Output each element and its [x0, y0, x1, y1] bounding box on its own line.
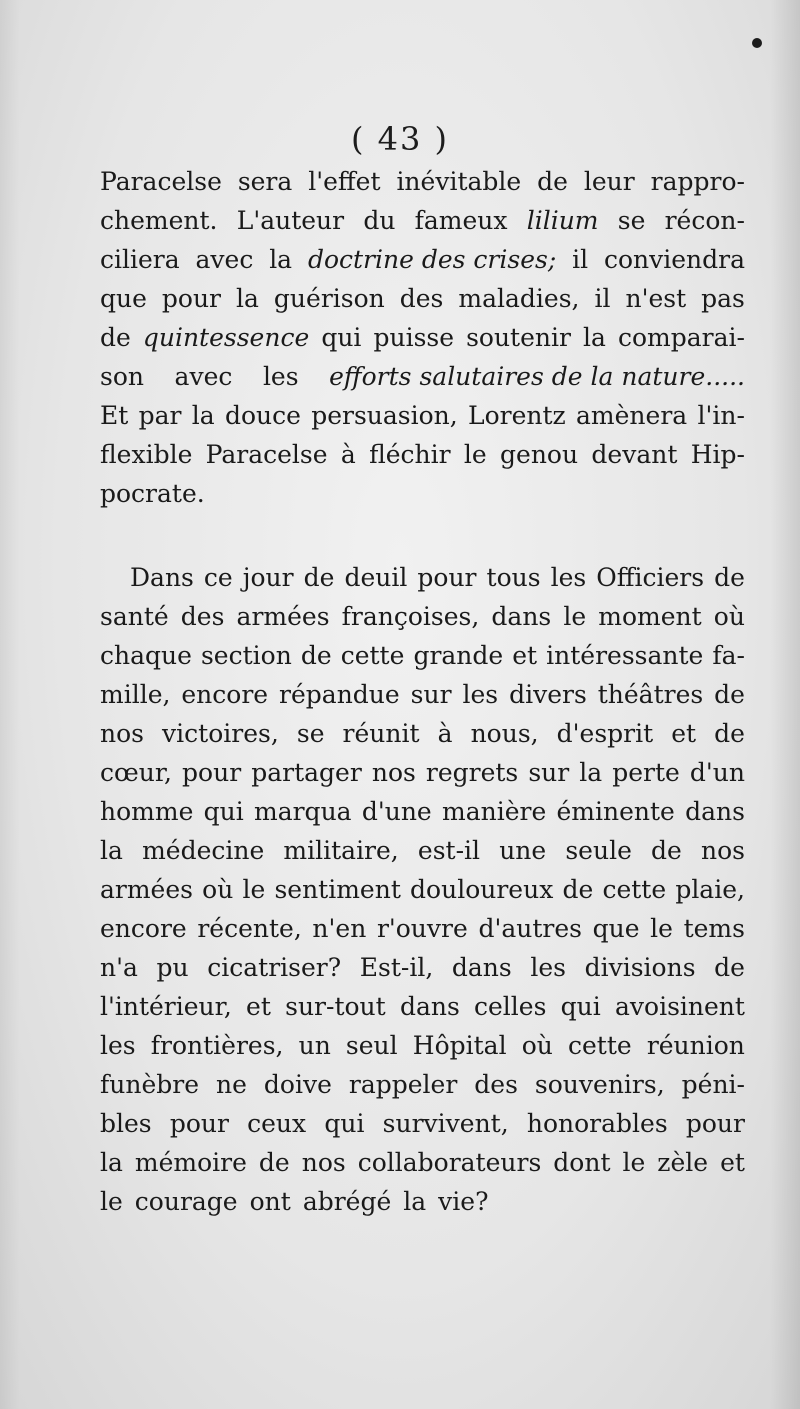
word: survivent,	[382, 1109, 509, 1138]
word: fameux	[414, 206, 508, 235]
text-line	[100, 201, 745, 240]
text-line	[100, 474, 745, 513]
word: efforts salutaires de la nature.....	[329, 362, 745, 391]
text-line	[100, 1026, 745, 1065]
word: dans	[399, 992, 460, 1021]
word: la	[269, 245, 293, 274]
word: de	[537, 167, 568, 196]
word: les	[262, 362, 299, 391]
word: où	[521, 1031, 553, 1060]
text-line	[100, 1182, 745, 1221]
word: se	[296, 719, 325, 748]
paragraph-1	[100, 162, 745, 513]
word: le	[650, 914, 673, 943]
word: le	[622, 1148, 646, 1177]
word: Dans	[130, 563, 194, 592]
word: victoires,	[162, 719, 279, 748]
word: amènera	[576, 401, 688, 430]
word: maladies,	[458, 284, 580, 313]
word: zèle	[657, 1148, 709, 1177]
word: par	[138, 401, 182, 430]
word: à	[437, 719, 453, 748]
word: se	[617, 206, 646, 235]
word: encore	[100, 914, 187, 943]
word: cœur,	[100, 758, 172, 787]
word: Paracelse	[205, 440, 328, 469]
text-line	[100, 714, 745, 753]
word: sentiment	[274, 875, 401, 904]
word: grande	[413, 641, 504, 670]
word: réunit	[342, 719, 420, 748]
word: nos	[371, 758, 416, 787]
word: r'ouvre	[376, 914, 468, 943]
text-line	[100, 636, 745, 675]
text-line	[100, 396, 745, 435]
word: d'esprit	[556, 719, 654, 748]
word: d'autres	[478, 914, 582, 943]
word: nos	[100, 719, 144, 748]
text-line	[100, 1065, 745, 1104]
text-line	[100, 987, 745, 1026]
word: sur	[528, 758, 570, 787]
text-line	[100, 753, 745, 792]
word: n'en	[312, 914, 367, 943]
text-line	[100, 597, 745, 636]
text-line	[100, 948, 745, 987]
word: honorables	[526, 1109, 668, 1138]
word: pas	[701, 284, 745, 313]
word: avec	[174, 362, 233, 391]
word: répandue	[279, 680, 400, 709]
text-line	[100, 1143, 745, 1182]
word: avec	[195, 245, 254, 274]
word: devant	[591, 440, 678, 469]
word: quintessence	[142, 323, 310, 352]
word: où	[202, 875, 234, 904]
word: persuasion,	[311, 401, 458, 430]
word: celles	[474, 992, 547, 1021]
ink-blot	[752, 38, 762, 48]
word: cicatriser?	[207, 953, 342, 982]
word: à	[340, 440, 356, 469]
word: nos	[701, 836, 745, 865]
word: rappeler	[348, 1070, 458, 1099]
word: Et	[100, 401, 129, 430]
word: leur	[583, 167, 635, 196]
word: des	[180, 602, 225, 631]
word: d'un	[689, 758, 745, 787]
word: pu	[156, 953, 189, 982]
word: courage	[134, 1187, 238, 1216]
word: sera	[237, 167, 293, 196]
word: ciliera	[100, 245, 180, 274]
word: armées	[100, 875, 193, 904]
word: le	[563, 602, 587, 631]
word: moment	[598, 602, 702, 631]
word: et	[720, 1148, 745, 1177]
word: le	[242, 875, 266, 904]
word: l'effet	[308, 167, 381, 196]
word: de	[258, 1148, 290, 1177]
word: armées	[236, 602, 330, 631]
word: cette	[340, 641, 405, 670]
word: santé	[100, 602, 169, 631]
word: partager	[251, 758, 362, 787]
word: sur-tout	[285, 992, 386, 1021]
word: marqua	[254, 797, 352, 826]
word: l'in-	[697, 401, 745, 430]
word: les	[530, 953, 566, 982]
word: sur	[410, 680, 452, 709]
word: d'une	[361, 797, 432, 826]
word: dans	[451, 953, 512, 982]
word: douce	[224, 401, 301, 430]
word: la	[100, 836, 123, 865]
word: Est-il,	[359, 953, 434, 982]
page-left-shadow	[0, 0, 20, 1409]
word: de	[562, 875, 594, 904]
word: Lorentz	[468, 401, 566, 430]
word: récon-	[664, 206, 745, 235]
word: de	[714, 563, 745, 592]
word: qui	[321, 323, 362, 352]
word: genou	[500, 440, 579, 469]
word: la	[236, 284, 259, 313]
word: la	[403, 1187, 427, 1216]
word: conviendra	[603, 245, 745, 274]
text-line	[100, 435, 745, 474]
word: une	[499, 836, 547, 865]
word: de	[714, 719, 745, 748]
word: guérison	[273, 284, 385, 313]
word: ceux	[247, 1109, 307, 1138]
word: ce	[203, 563, 233, 592]
word: abrégé	[302, 1187, 392, 1216]
text-line	[100, 357, 745, 396]
word: chement.	[100, 206, 218, 235]
text-line	[100, 792, 745, 831]
word: il	[594, 284, 611, 313]
word: le	[463, 440, 487, 469]
word: intéressante	[546, 641, 704, 670]
word: ne	[216, 1070, 247, 1099]
word: de	[714, 953, 745, 982]
word: et	[671, 719, 697, 748]
word: douloureux	[410, 875, 554, 904]
word: pour	[161, 284, 222, 313]
word: de	[651, 836, 682, 865]
word: du	[363, 206, 396, 235]
word: soutenir	[466, 323, 571, 352]
word: et	[246, 992, 271, 1021]
word: pour	[685, 1109, 745, 1138]
word: manière	[441, 797, 547, 826]
word: qui	[203, 797, 244, 826]
word: les	[100, 1031, 136, 1060]
word: deuil	[344, 563, 408, 592]
word: que	[100, 284, 147, 313]
word: n'est	[625, 284, 687, 313]
word: le	[100, 1187, 123, 1216]
word: vie?	[438, 1187, 489, 1216]
text-line	[100, 909, 745, 948]
word: de	[100, 323, 131, 352]
text-line	[100, 240, 745, 279]
word: de	[303, 563, 335, 592]
word: militaire,	[283, 836, 399, 865]
word: puisse	[373, 323, 455, 352]
word: dans	[491, 602, 552, 631]
word: homme	[100, 797, 194, 826]
word: françoises,	[341, 602, 480, 631]
word: péni-	[681, 1070, 745, 1099]
word: souvenirs,	[534, 1070, 665, 1099]
word: encore	[181, 680, 269, 709]
text-line	[100, 318, 745, 357]
word: L'auteur	[236, 206, 345, 235]
text-line	[100, 831, 745, 870]
word: Hôpital	[412, 1031, 507, 1060]
word: de	[300, 641, 332, 670]
word: éminente	[556, 797, 675, 826]
word: rappro-	[650, 167, 745, 196]
word: divisions	[584, 953, 696, 982]
word: n'a	[100, 953, 138, 982]
word: perte	[612, 758, 680, 787]
text-line	[100, 162, 745, 201]
word: Hip-	[690, 440, 745, 469]
word: où	[713, 602, 745, 631]
word: cette	[602, 875, 667, 904]
word: pocrate.	[100, 479, 205, 508]
word: regrets	[425, 758, 519, 787]
word: la	[191, 401, 215, 430]
word: médecine	[142, 836, 265, 865]
word: nous,	[470, 719, 539, 748]
word: des	[474, 1070, 518, 1099]
word: ont	[249, 1187, 291, 1216]
text-line	[100, 675, 745, 714]
text-line	[100, 870, 745, 909]
word: frontières,	[150, 1031, 284, 1060]
word: tous	[486, 563, 541, 592]
word: plaie,	[675, 875, 745, 904]
word: fa-	[712, 641, 745, 670]
word: l'intérieur,	[100, 992, 232, 1021]
word: pour	[417, 563, 477, 592]
word: qui	[324, 1109, 365, 1138]
word: il	[572, 245, 589, 274]
word: inévitable	[396, 167, 522, 196]
word: seul	[345, 1031, 398, 1060]
word: récente,	[197, 914, 302, 943]
text-line	[100, 558, 745, 597]
word: que	[592, 914, 640, 943]
word: tems	[683, 914, 745, 943]
page-number: ( 43 )	[350, 120, 450, 158]
text-line	[100, 279, 745, 318]
word: dont	[553, 1148, 611, 1177]
word: dans	[685, 797, 745, 826]
word: chaque	[100, 641, 192, 670]
word: pour	[169, 1109, 229, 1138]
word: Paracelse	[100, 167, 222, 196]
word: et	[512, 641, 538, 670]
word: divers	[509, 680, 587, 709]
word: les	[462, 680, 499, 709]
word: de	[714, 680, 745, 709]
word: réunion	[646, 1031, 745, 1060]
word: lilium	[526, 206, 599, 235]
word: est-il	[417, 836, 481, 865]
word: la	[579, 758, 603, 787]
word: des	[399, 284, 444, 313]
paragraph-2	[100, 558, 745, 1221]
word: mémoire	[134, 1148, 247, 1177]
word: pour	[182, 758, 242, 787]
word: Officiers	[596, 563, 705, 592]
word: comparai-	[617, 323, 745, 352]
word: la	[583, 323, 606, 352]
word: section	[200, 641, 292, 670]
word: doive	[263, 1070, 332, 1099]
word: un	[298, 1031, 331, 1060]
text-line	[100, 1104, 745, 1143]
word: doctrine des crises;	[307, 245, 557, 274]
word: fléchir	[369, 440, 451, 469]
word: théâtres	[597, 680, 704, 709]
word: les	[550, 563, 587, 592]
word: bles	[100, 1109, 152, 1138]
word: flexible	[100, 440, 193, 469]
word: qui	[560, 992, 601, 1021]
page-right-shadow	[770, 0, 800, 1409]
word: son	[100, 362, 144, 391]
word: avoisinent	[615, 992, 745, 1021]
word: collaborateurs	[357, 1148, 542, 1177]
word: funèbre	[100, 1070, 199, 1099]
word: jour	[242, 563, 294, 592]
word: seule	[565, 836, 632, 865]
word: la	[100, 1148, 123, 1177]
word: nos	[301, 1148, 346, 1177]
word: mille,	[100, 680, 171, 709]
word: cette	[568, 1031, 632, 1060]
